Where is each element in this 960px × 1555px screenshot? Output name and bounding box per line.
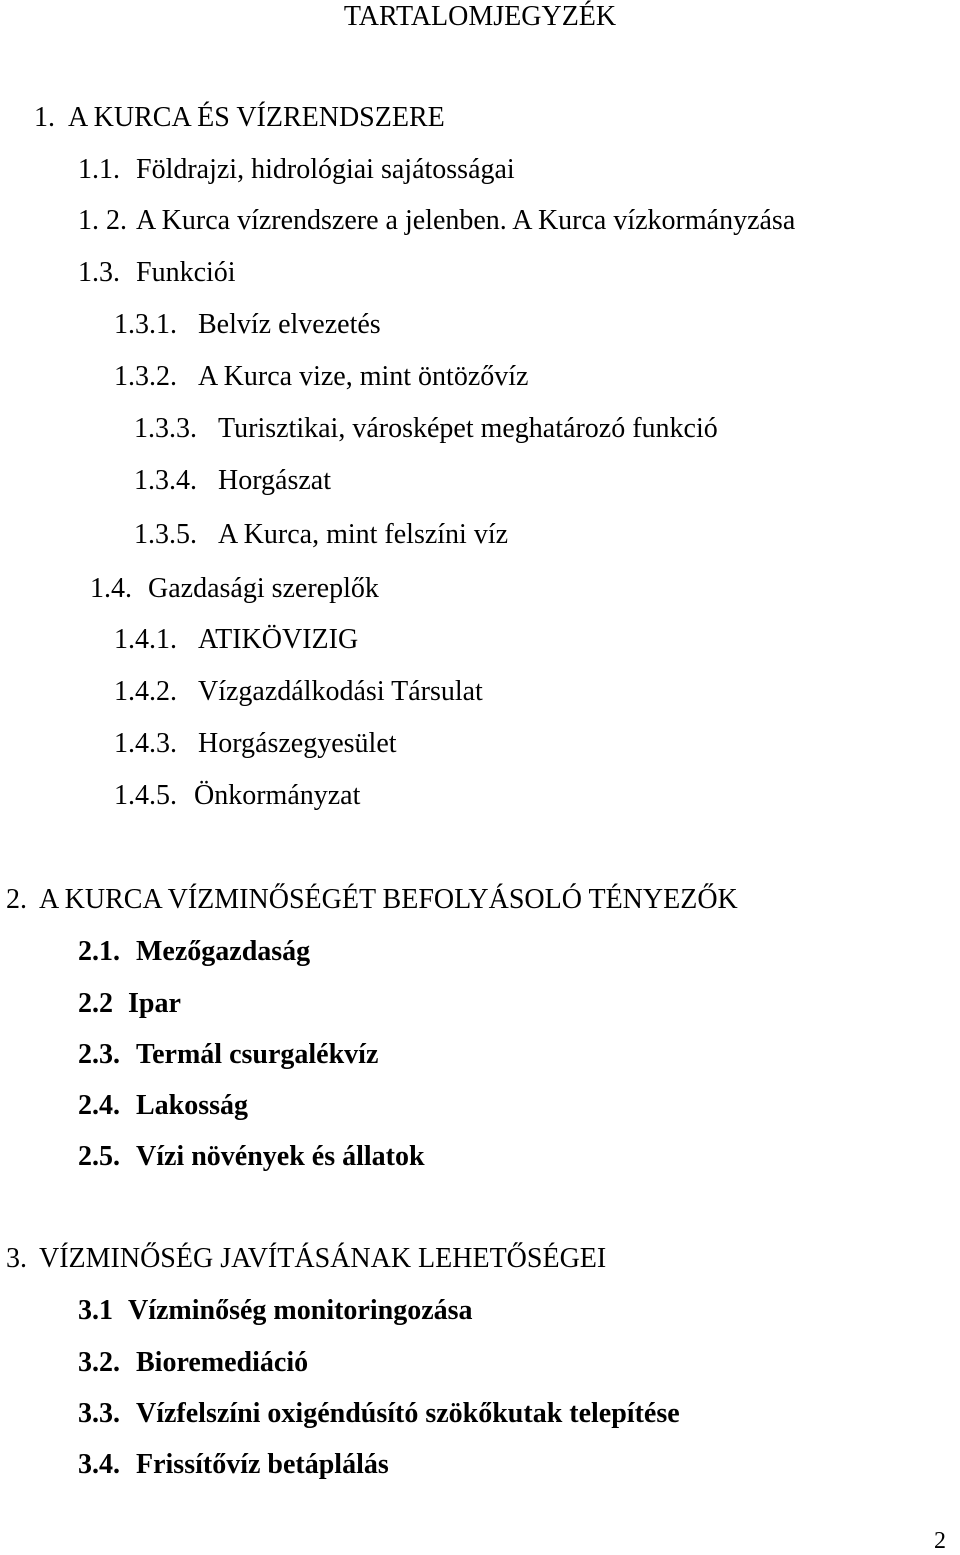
toc-entry-number: 2. (6, 884, 27, 915)
toc-entry-text: Termál csurgalékvíz (136, 1039, 379, 1070)
toc-entry-number: 2.4. (78, 1090, 120, 1121)
toc-entry-number: 3. (6, 1243, 27, 1274)
toc-entry-number: 1.4.3. (114, 728, 177, 759)
toc-entry (114, 675, 483, 709)
toc-entry-text: A KURCA ÉS VÍZRENDSZERE (68, 102, 445, 133)
toc-entry-text: A Kurca vize, mint öntözővíz (198, 361, 529, 392)
toc-entry (78, 1448, 389, 1482)
toc-entry (78, 204, 795, 238)
toc-entry-text: Vízfelszíni oxigéndúsító szökőkutak telepítése (136, 1398, 680, 1429)
toc-entry-text: Turisztikai, városképet meghatározó funkció (218, 413, 718, 444)
toc-entry-number: 1.4.5. (114, 780, 177, 811)
toc-entry-number: 1.3.2. (114, 361, 177, 392)
toc-entry-number: 2.2 (78, 988, 113, 1019)
page-number: 2 (934, 1528, 946, 1554)
toc-entry-text: Vízgazdálkodási Társulat (198, 676, 483, 707)
toc-entry-number: 1. 2. (78, 205, 127, 236)
toc-entry (114, 623, 358, 657)
toc-entry (78, 1346, 308, 1380)
toc-entry-number: 1.3.3. (134, 413, 197, 444)
toc-entry (78, 1140, 425, 1174)
toc-entry-text: Horgászegyesület (198, 728, 397, 759)
toc-entry (78, 987, 181, 1021)
toc-entry (78, 153, 515, 187)
toc-entry-number: 3.4. (78, 1449, 120, 1480)
toc-entry (114, 360, 528, 394)
toc-entry-number: 2.5. (78, 1141, 120, 1172)
toc-entry (78, 1089, 248, 1123)
toc-entry-text: A KURCA VÍZMINŐSÉGÉT BEFOLYÁSOLÓ TÉNYEZŐK (39, 884, 738, 915)
toc-entry (78, 935, 310, 969)
toc-entry (114, 779, 360, 813)
toc-entry-text: Frissítővíz betáplálás (136, 1449, 389, 1480)
toc-entry-number: 2.1. (78, 936, 120, 967)
toc-entry-text: A Kurca, mint felszíni víz (218, 519, 509, 550)
toc-entry-text: Belvíz elvezetés (198, 309, 381, 340)
toc-entry (114, 308, 381, 342)
toc-entry-number: 1.3.5. (134, 519, 197, 550)
toc-entry (6, 1242, 606, 1276)
toc-entry-number: 3.1 (78, 1295, 113, 1326)
toc-entry-text: A Kurca vízrendszere a jelenben. A Kurca vízkormányzása (136, 205, 796, 236)
toc-entry-number: 3.3. (78, 1398, 120, 1429)
toc-entry-number: 1.4.1. (114, 624, 177, 655)
toc-entry (6, 883, 738, 917)
toc-entry (34, 101, 445, 135)
toc-entry (90, 572, 379, 606)
toc-entry-text: Horgászat (218, 465, 331, 496)
toc-entry (78, 1397, 680, 1431)
toc-entry-text: Gazdasági szereplők (148, 573, 379, 604)
toc-entry (78, 1038, 378, 1072)
toc-entry-number: 1. (34, 102, 55, 133)
toc-entry-text: VÍZMINŐSÉG JAVÍTÁSÁNAK LEHETŐSÉGEI (39, 1243, 607, 1274)
toc-entry (78, 256, 236, 290)
toc-entry-text: Vízminőség monitoringozása (128, 1295, 473, 1326)
toc-entry-text: Földrajzi, hidrológiai sajátosságai (136, 154, 515, 185)
toc-entry (134, 464, 331, 498)
toc-entry-number: 1.3. (78, 257, 120, 288)
toc-entry (134, 412, 718, 446)
toc-entry-number: 1.1. (78, 154, 120, 185)
toc-entry-number: 1.3.1. (114, 309, 177, 340)
toc-entry-number: 1.4. (90, 573, 132, 604)
toc-entry-number: 1.4.2. (114, 676, 177, 707)
document-title: TARTALOMJEGYZÉK (343, 1, 617, 32)
toc-entry-text: Funkciói (136, 257, 236, 288)
toc-entry (78, 1294, 473, 1328)
toc-entry-text: ATIKÖVIZIG (198, 624, 359, 655)
toc-entry-text: Mezőgazdaság (136, 936, 311, 967)
toc-entry-number: 2.3. (78, 1039, 120, 1070)
toc-entry-number: 1.3.4. (134, 465, 197, 496)
toc-entry-text: Bioremediáció (136, 1347, 309, 1378)
toc-entry-text: Lakosság (136, 1090, 249, 1121)
toc-entry-text: Ipar (128, 988, 181, 1019)
toc-entry (114, 727, 397, 761)
toc-entry (134, 518, 508, 552)
toc-entry-number: 3.2. (78, 1347, 120, 1378)
toc-entry-text: Önkormányzat (194, 780, 361, 811)
toc-entry-text: Vízi növények és állatok (136, 1141, 425, 1172)
